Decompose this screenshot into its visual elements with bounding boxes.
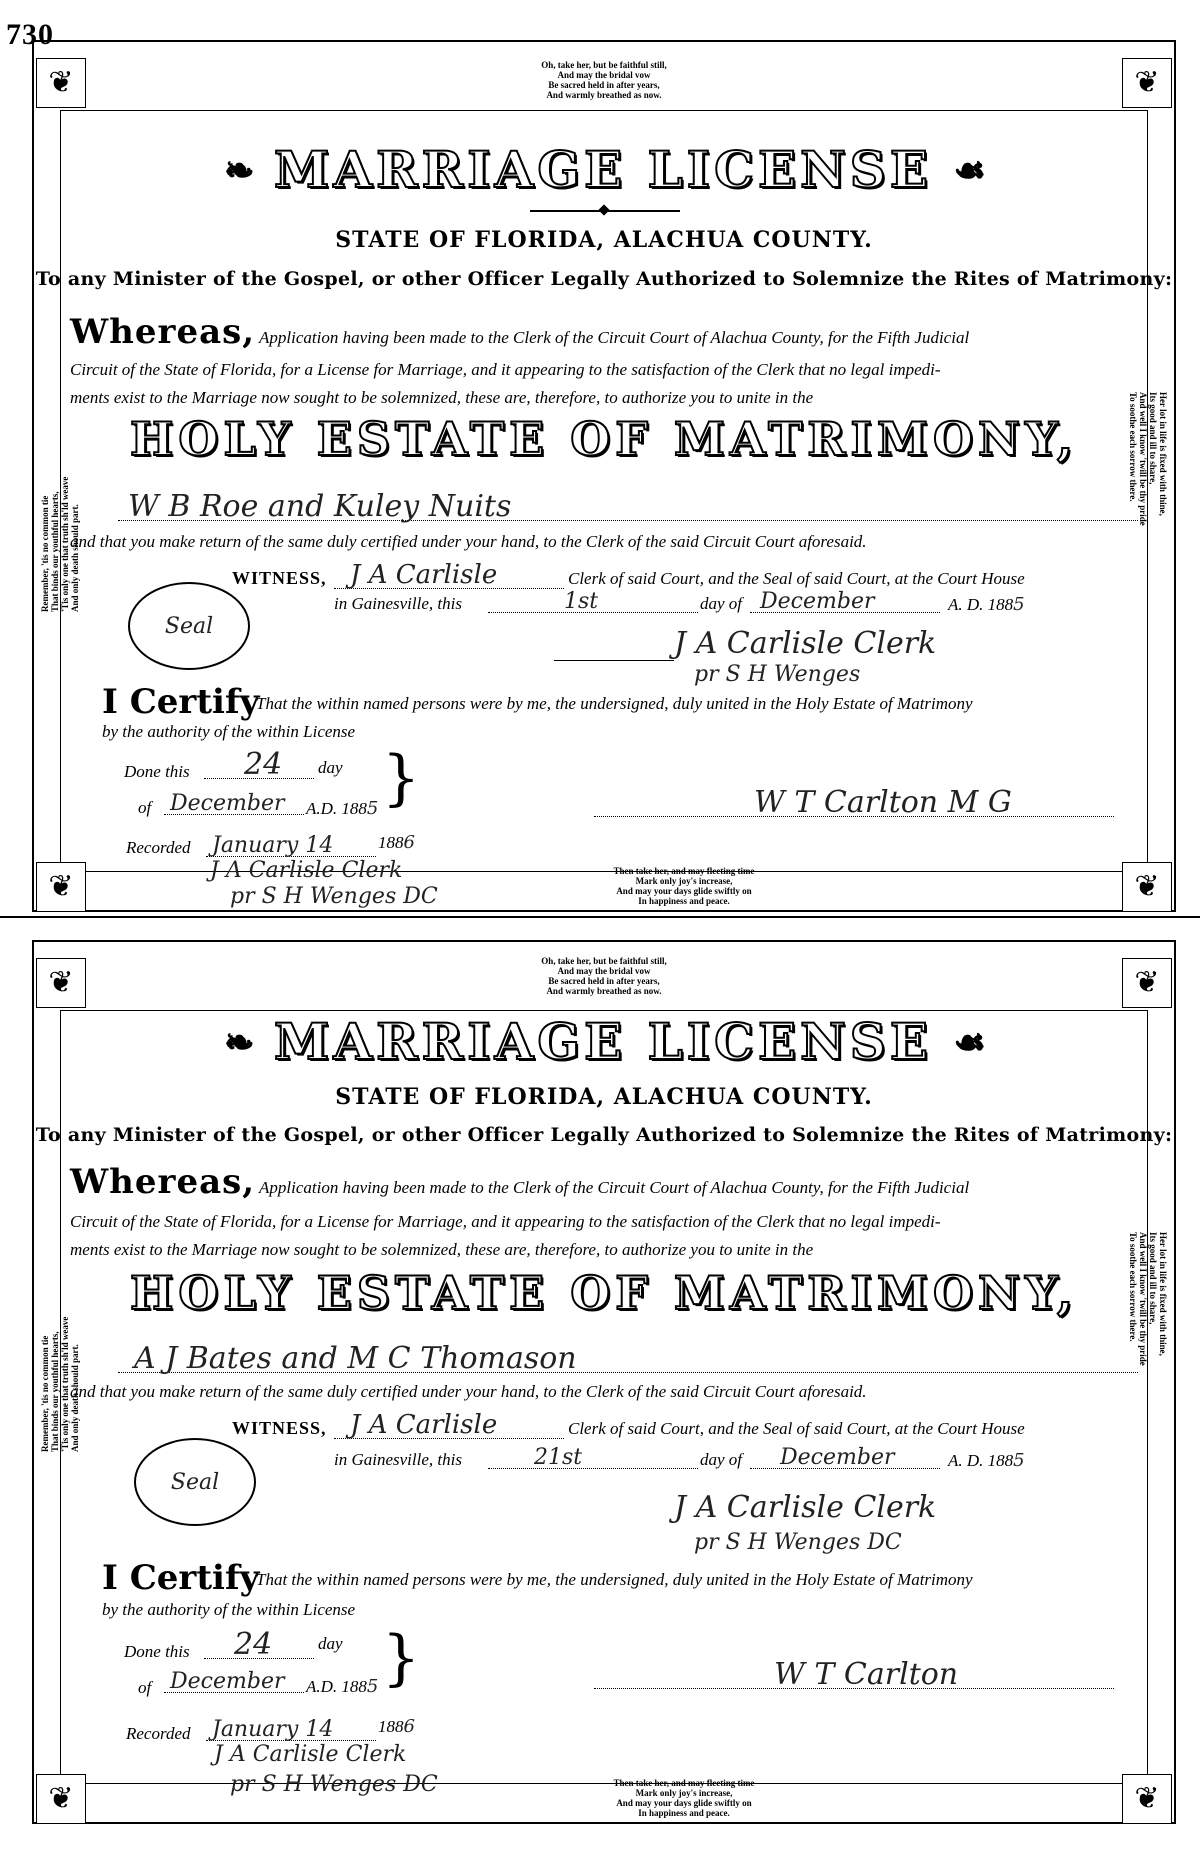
- recorded-field: [206, 1710, 376, 1741]
- verse-line: And may your days glide swiftly on: [616, 886, 752, 896]
- whereas-word: Whereas,: [70, 1162, 256, 1202]
- recorded-year-digit: 6: [403, 1716, 415, 1737]
- license-month: December: [780, 1445, 895, 1470]
- verse-line: That binds our youthful hearts,: [50, 1331, 60, 1452]
- witness-label: WITNESS,: [232, 568, 327, 588]
- flourish-icon: ☙: [953, 1022, 984, 1062]
- done-month-field: [164, 1668, 304, 1693]
- witness-clerk-signature: J A Carlisle: [350, 1410, 498, 1440]
- done-year-digit: 5: [366, 1676, 379, 1697]
- divider: [530, 210, 680, 212]
- done-day-field: [204, 1627, 314, 1662]
- whereas-line-2: Circuit of the State of Florida, for a License for Marriage, and it appearing to the satisfaction of the Clerk that no legal impedi-: [70, 360, 941, 379]
- officiant-signature: W T Carlton: [774, 1657, 959, 1692]
- recorded-year-text: 188: [378, 833, 404, 852]
- of-label: of: [138, 1678, 152, 1697]
- done-this-label: Done this: [124, 762, 190, 781]
- month-field: [750, 590, 940, 613]
- seal: [134, 1438, 256, 1526]
- ornament-corner-icon: ❦: [1122, 862, 1172, 912]
- whereas-line-1: [70, 312, 1138, 352]
- seal-text: Seal: [170, 1469, 220, 1495]
- deputy-signature: pr S H Wenges: [694, 662, 861, 687]
- marriage-license-1: [32, 40, 1176, 912]
- seal: [128, 582, 250, 670]
- state-heading: STATE OF FLORIDA, ALACHUA COUNTY.: [335, 1084, 873, 1110]
- return-line: and that you make return of the same duly certified under your hand, to the Clerk of the said Circuit Court aforesaid.: [70, 532, 867, 551]
- verse-top: [34, 60, 1174, 100]
- officiant-field: [594, 782, 1114, 820]
- flourish-icon: ☙: [953, 150, 984, 190]
- verse-line: Then take her, and may fleeting time: [613, 1778, 755, 1788]
- clerk-text: Clerk of said Court, and the Seal of said Court, at the Court House: [568, 569, 1025, 588]
- recorded-clerk-signature: J A Carlisle Clerk: [210, 858, 403, 883]
- authority-line: by the authority of the within License: [102, 1600, 356, 1619]
- license-day: 1st: [564, 589, 599, 614]
- ornament-corner-icon: ❦: [1122, 958, 1172, 1008]
- license-year-digit: 5: [1013, 594, 1025, 615]
- verse-line: And may your days glide swiftly on: [616, 1798, 752, 1808]
- done-month: December: [170, 1669, 285, 1694]
- witness-clerk-signature: J A Carlisle: [350, 560, 498, 590]
- verse-line: And only death should part.: [70, 504, 80, 612]
- deputy-signature: pr S H Wenges DC: [694, 1530, 902, 1555]
- certify-text: That the within named persons were by me, the undersigned, duly united in the Holy Estate of Matrimony: [256, 1570, 973, 1589]
- day-field: [488, 590, 698, 613]
- recorded-label: Recorded: [126, 838, 191, 857]
- of-label: of: [138, 798, 152, 817]
- recorded-year: [378, 832, 415, 853]
- couple-names: A J Bates and M C Thomason: [134, 1341, 577, 1376]
- done-day-field: [204, 747, 314, 782]
- verse-line: Oh, take her, but be faithful still,: [541, 60, 667, 70]
- clerk-signature: J A Carlisle Clerk: [674, 1490, 937, 1525]
- done-ad-text: A.D. 188: [306, 799, 367, 818]
- verse-line: Be sacred held in after years,: [548, 80, 660, 90]
- authority-line: by the authority of the within License: [102, 722, 356, 741]
- ornament-corner-icon: ❦: [36, 1774, 86, 1824]
- done-ad-text: A.D. 188: [306, 1677, 367, 1696]
- verse-line: Remember, 'tis no common tie: [40, 1335, 50, 1452]
- verse-line: Mark only joy's increase,: [635, 1788, 733, 1798]
- verse-line: In happiness and peace.: [638, 1808, 730, 1818]
- clerk-text: Clerk of said Court, and the Seal of said Court, at the Court House: [568, 1419, 1025, 1438]
- license-year-digit: 5: [1013, 1450, 1025, 1471]
- gainesville-label: in Gainesville, this: [334, 594, 462, 613]
- holy-estate-heading: HOLY ESTATE OF MATRIMONY,: [129, 412, 1079, 466]
- verse-line: Her lot in life is fixed with thine,: [1158, 392, 1168, 516]
- verse-line: 'Tis only one that truth sh'ld weave: [60, 476, 70, 612]
- license-month: December: [760, 589, 875, 614]
- recorded-year-digit: 6: [403, 832, 415, 853]
- verse-line: Mark only joy's increase,: [635, 876, 733, 886]
- day-of-label: day of: [700, 1450, 743, 1469]
- done-ad-label: [306, 1676, 378, 1697]
- ornament-corner-icon: ❦: [36, 958, 86, 1008]
- license-day: 21st: [534, 1445, 583, 1470]
- verse-line: Then take her, and may fleeting time: [613, 866, 755, 876]
- verse-line: Its good and ill to share,: [1148, 392, 1158, 485]
- recorded-date: January 14: [212, 1717, 334, 1742]
- recorded-clerk-signature: J A Carlisle Clerk: [214, 1742, 407, 1767]
- verse-line: To soothe each sorrow there.: [1128, 1232, 1138, 1342]
- brace: }: [382, 1623, 421, 1693]
- whereas-word: Whereas,: [70, 312, 256, 352]
- verse-line: Her lot in life is fixed with thine,: [1158, 1232, 1168, 1356]
- verse-line: And may the bridal vow: [557, 966, 651, 976]
- addressee-line: To any Minister of the Gospel, or other Officer Legally Authorized to Solemnize the Rites of Matrimony:: [35, 1124, 1173, 1146]
- ornament-corner-icon: ❦: [36, 862, 86, 912]
- flourish-icon: ❧: [224, 150, 253, 190]
- title-text: MARRIAGE LICENSE: [273, 1012, 933, 1071]
- whereas-line-2: Circuit of the State of Florida, for a License for Marriage, and it appearing to the satisfaction of the Clerk that no legal impedi-: [70, 1212, 941, 1231]
- verse-bottom: [194, 1778, 1174, 1818]
- certify-text: That the within named persons were by me, the undersigned, duly united in the Holy Estate of Matrimony: [256, 694, 973, 713]
- clerk-signature: J A Carlisle Clerk: [674, 626, 937, 661]
- names-field: [118, 1341, 1138, 1376]
- recorded-deputy-signature: pr S H Wenges DC: [230, 884, 438, 909]
- whereas-text: Application having been made to the Clerk of the Circuit Court of Alachua County, for the Fifth Judicial: [259, 328, 970, 347]
- ad-label: [948, 594, 1025, 615]
- done-year-digit: 5: [366, 798, 379, 819]
- verse-line: Be sacred held in after years,: [548, 976, 660, 986]
- done-month-field: [164, 790, 304, 815]
- couple-names: W B Roe and Kuley Nuits: [128, 489, 512, 524]
- verse-line: And only death should part.: [70, 1344, 80, 1452]
- verse-line: Oh, take her, but be faithful still,: [541, 956, 667, 966]
- day-label: day: [318, 758, 343, 777]
- brace: }: [382, 743, 421, 813]
- verse-bottom: [194, 866, 1174, 906]
- day-of-label: day of: [700, 594, 743, 613]
- verse-line: And warmly breathed as now.: [546, 986, 662, 996]
- license-title: [34, 1012, 1174, 1071]
- witness-label: WITNESS,: [232, 1418, 327, 1438]
- witness-field: [334, 1412, 564, 1439]
- officiant-field: [594, 1654, 1114, 1692]
- recorded-label: Recorded: [126, 1724, 191, 1743]
- verse-line: That binds our youthful hearts,: [50, 491, 60, 612]
- recorded-year-text: 188: [378, 1717, 404, 1736]
- certify-word: I Certify: [102, 1558, 260, 1598]
- recorded-deputy-signature: pr S H Wenges DC: [230, 1772, 438, 1797]
- whereas-line-1: [70, 1162, 1138, 1202]
- verse-line: And warmly breathed as now.: [546, 90, 662, 100]
- divider: [554, 660, 674, 661]
- officiant-signature: W T Carlton M G: [754, 785, 1012, 820]
- verse-line: And well I know 'twill be thy pride: [1138, 392, 1148, 526]
- names-field: [118, 489, 1138, 524]
- addressee-line: To any Minister of the Gospel, or other Officer Legally Authorized to Solemnize the Rites of Matrimony:: [35, 268, 1173, 290]
- verse-line: To soothe each sorrow there.: [1128, 392, 1138, 502]
- gainesville-label: in Gainesville, this: [334, 1450, 462, 1469]
- seal-text: Seal: [164, 613, 214, 639]
- verse-line: Remember, 'tis no common tie: [40, 495, 50, 612]
- holy-estate-heading: HOLY ESTATE OF MATRIMONY,: [129, 1266, 1079, 1320]
- ornament-corner-icon: ❦: [36, 58, 86, 108]
- verse-line: 'Tis only one that truth sh'ld weave: [60, 1316, 70, 1452]
- done-this-label: Done this: [124, 1642, 190, 1661]
- verse-line: And may the bridal vow: [557, 70, 651, 80]
- ad-text: A. D. 188: [948, 595, 1014, 614]
- verse-line: Its good and ill to share,: [1148, 1232, 1158, 1325]
- flourish-icon: ❧: [224, 1022, 253, 1062]
- done-month: December: [170, 791, 285, 816]
- whereas-line-3: ments exist to the Marriage now sought to be solemnized, these are, therefore, to authorize you to unite in the: [70, 388, 814, 407]
- day-label: day: [318, 1634, 343, 1653]
- page-number: 730: [6, 18, 54, 51]
- recorded-date: January 14: [212, 833, 334, 858]
- verse-top: [34, 956, 1174, 996]
- ad-label: [948, 1450, 1025, 1471]
- license-title: [34, 140, 1174, 199]
- day-field: [488, 1446, 698, 1469]
- title-text: MARRIAGE LICENSE: [273, 140, 933, 199]
- ornament-corner-icon: ❦: [1122, 58, 1172, 108]
- divider: [0, 916, 1200, 918]
- done-day: 24: [244, 747, 283, 782]
- return-line: and that you make return of the same duly certified under your hand, to the Clerk of the said Circuit Court aforesaid.: [70, 1382, 867, 1401]
- done-ad-label: [306, 798, 378, 819]
- ad-text: A. D. 188: [948, 1451, 1014, 1470]
- ornament-corner-icon: ❦: [1122, 1774, 1172, 1824]
- whereas-line-3: ments exist to the Marriage now sought to be solemnized, these are, therefore, to authorize you to unite in the: [70, 1240, 814, 1259]
- done-day: 24: [234, 1627, 273, 1662]
- recorded-field: [206, 826, 376, 857]
- certify-word: I Certify: [102, 682, 260, 722]
- verse-line: In happiness and peace.: [638, 896, 730, 906]
- marriage-license-2: [32, 940, 1176, 1824]
- state-heading: STATE OF FLORIDA, ALACHUA COUNTY.: [335, 227, 873, 253]
- witness-field: [334, 562, 564, 589]
- whereas-text: Application having been made to the Clerk of the Circuit Court of Alachua County, for the Fifth Judicial: [259, 1178, 970, 1197]
- verse-line: And well I know 'twill be thy pride: [1138, 1232, 1148, 1366]
- month-field: [750, 1446, 940, 1469]
- recorded-year: [378, 1716, 415, 1737]
